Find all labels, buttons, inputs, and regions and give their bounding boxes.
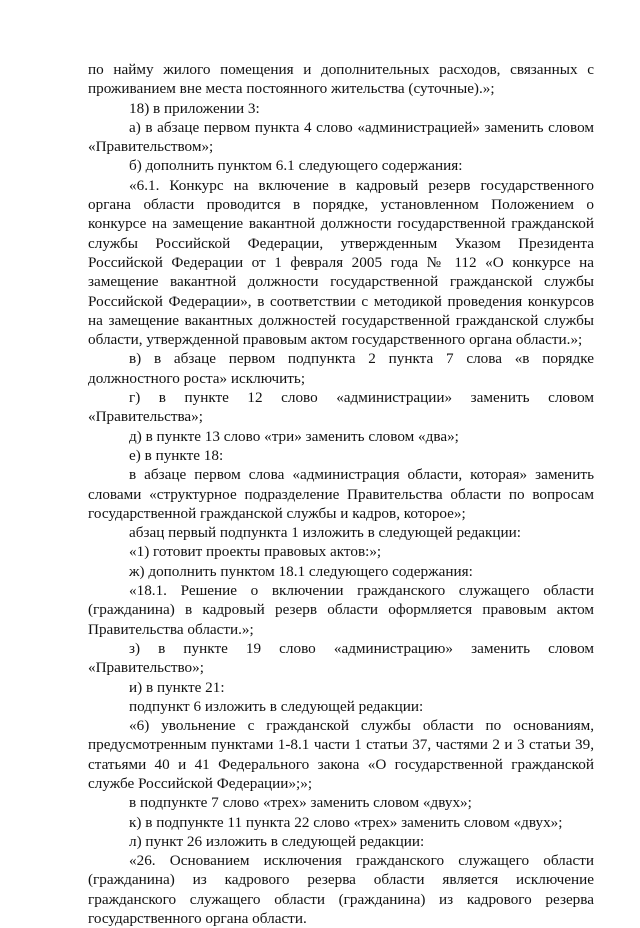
paragraph-subitem-d: д) в пункте 13 слово «три» заменить словом «два»; [129, 427, 459, 445]
paragraph-clause-18-1: «18.1. Решение о включении гражданского служащего области (гражданина) в кадровый резерв области оформляется правовым актом Правительства области.»; [88, 582, 594, 638]
paragraph-subitem-e: е) в пункте 18: [129, 446, 224, 464]
paragraph-subitem-g: г) в пункте 12 слово «администрации» заменить словом «Правительства»; [88, 389, 594, 426]
paragraph-subitem-i: и) в пункте 21: [129, 678, 225, 696]
paragraph-item-21-sub7: в подпункте 7 слово «трех» заменить словом «двух»; [129, 794, 472, 812]
paragraph-item-18-sub1-text: «1) готовит проекты правовых актов:»; [129, 543, 382, 561]
paragraph-item-18: 18) в приложении 3: [129, 99, 260, 117]
paragraph-item-21-sub6: подпункт 6 изложить в следующей редакции: [129, 697, 424, 715]
paragraph-subitem-b: б) дополнить пунктом 6.1 следующего содержания: [129, 157, 463, 175]
document-body [88, 60, 594, 928]
paragraph-subitem-l: л) пункт 26 изложить в следующей редакции: [129, 832, 425, 850]
paragraph-item-21-sub6-text: «6) увольнение с гражданской службы области по основаниям, предусмотренным пунктами 1-8.1 части 1 статьи 37, частями 2 и 3 статьи 39, статьями 40 и 41 Федерального закона «О государственной гражданской службе Российской Федерации»;»; [88, 717, 594, 792]
paragraph-subitem-zh: ж) дополнить пунктом 18.1 следующего содержания: [129, 562, 473, 580]
paragraph-subitem-v: в) в абзаце первом подпункта 2 пункта 7 слова «в порядке должностного роста» исключить; [88, 350, 594, 387]
paragraph-continuation: по найму жилого помещения и дополнительных расходов, связанных с проживанием вне места постоянного жительства (суточные).»; [88, 61, 594, 98]
paragraph-clause-6-1: «6.1. Конкурс на включение в кадровый резерв государственного органа области проводится в порядке, установленном Положением о конкурсе на замещение вакантной должности государственной гражданской службы Российской Федерации, утвержденным Указом Президента Российской Федерации от 1 февраля 2005 года № 112 «О конкурсе на замещение вакантной должности государственной гражданской службы Российской Федерации», в соответствии с методикой проведения конкурсов на замещение вакантных должностей государственной гражданской службы области, утвержденной правовым актом государственного органа области.»; [88, 176, 594, 349]
paragraph-item-18-abz1: в абзаце первом слова «администрация области, которая» заменить словами «структурное подразделение Правительства области по вопросам государственной гражданской службы и кадров, которое»; [88, 466, 594, 522]
paragraph-subitem-a: а) в абзаце первом пункта 4 слово «администрацией» заменить словом «Правительством»; [88, 118, 594, 156]
paragraph-subitem-z: з) в пункте 19 слово «администрацию» заменить словом «Правительство»; [88, 639, 594, 677]
paragraph-clause-26: «26. Основанием исключения гражданского служащего области (гражданина) из кадрового резерва области является исключение гражданского служащего области (гражданина) из кадрового резерва государственного органа области. [88, 852, 594, 928]
paragraph-subitem-k: к) в подпункте 11 пункта 22 слово «трех» заменить словом «двух»; [129, 813, 563, 831]
paragraph-item-18-sub1: абзац первый подпункта 1 изложить в следующей редакции: [129, 524, 522, 542]
